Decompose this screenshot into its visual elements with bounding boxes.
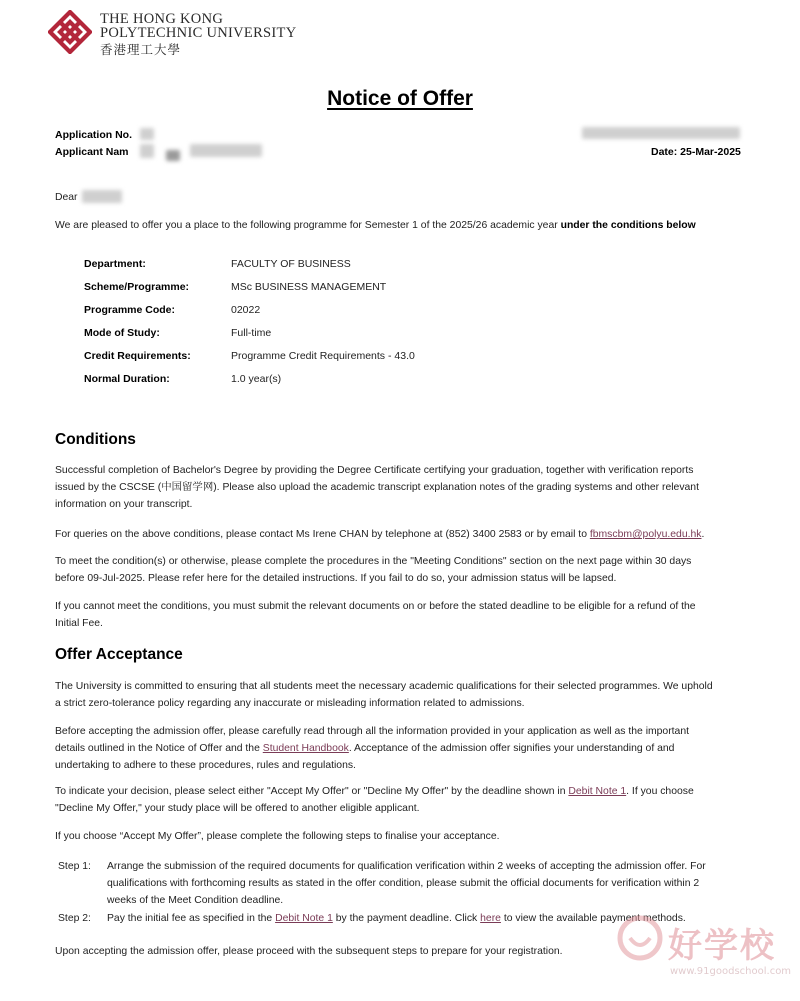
university-name-line2: POLYTECHNIC UNIVERSITY (100, 25, 297, 41)
conditions-paragraph-2: For queries on the above conditions, please contact Ms Irene CHAN by telephone at (852) 3400 2583 or by email to fbmscbm@polyu.edu.hk. (55, 529, 705, 540)
applicant-name-label: Applicant Nam (55, 146, 129, 158)
student-handbook-link[interactable]: Student Handbook (262, 743, 349, 754)
step-1-text: Arrange the submission of the required documents for qualification verification within 2 weeks of accepting the admission offer. For qualifications with forthcoming results as stated in the offer condition, please submit the official documents for verification within 2 weeks of the Meet Condition deadline. (107, 861, 706, 906)
programme-row: Department: FACULTY OF BUSINESS (84, 258, 351, 270)
university-name-line1: THE HONG KONG (100, 11, 224, 27)
conditions-paragraph-1: Successful completion of Bachelor's Degree by providing the Degree Certificate certifying your graduation, together with verification reports issued by the CSCSE (中国留学网). Please also upload the academic transcript explanation notes of the grading systems and other relevant information on your transcript. (55, 465, 699, 510)
intro-paragraph: We are pleased to offer you a place to the following programme for Semester 1 of the 2025/26 academic year under the conditions below (55, 220, 696, 231)
payment-methods-link[interactable]: here (480, 913, 501, 924)
programme-details (84, 258, 724, 396)
redacted-name-2 (166, 150, 180, 161)
intro-bold: under the conditions below (560, 220, 696, 231)
debit-note-1-link[interactable]: Debit Note 1 (275, 913, 333, 924)
polyu-logo-icon (48, 10, 92, 54)
greeting: Dear (55, 192, 78, 203)
watermark-url: www.91goodschool.com (670, 966, 792, 977)
step-2-text: Pay the initial fee as specified in the Debit Note 1 by the payment deadline. Click here to view the available payment methods. (107, 913, 686, 924)
acceptance-paragraph-3: To indicate your decision, please select either "Accept My Offer" or "Decline My Offer" by the deadline shown in Debit Note 1. If you choose "Decline My Offer," your study place will be offered to another eligible applicant. (55, 786, 694, 814)
watermark-brand: 好学校 (668, 926, 776, 966)
offer-acceptance-heading: Offer Acceptance (55, 646, 183, 663)
conditions-paragraph-4: If you cannot meet the conditions, you must submit the relevant documents on or before the stated deadline to be eligible for a refund of the Initial Fee. (55, 601, 696, 629)
redacted-reference (582, 127, 740, 139)
step-1-label: Step 1: (58, 861, 91, 872)
application-no-label: Application No. (55, 129, 132, 141)
redacted-application-no (140, 128, 154, 140)
acceptance-paragraph-1: The University is committed to ensuring that all students meet the necessary academic qualifications for their selected programmes. We uphold a strict zero-tolerance policy regarding any inaccurate or misleading information related to admissions. (55, 681, 713, 709)
debit-note-1-link[interactable]: Debit Note 1 (568, 786, 627, 797)
acceptance-paragraph-4: If you choose “Accept My Offer”, please complete the following steps to finalise your acceptance. (55, 831, 500, 842)
conditions-paragraph-3: To meet the condition(s) or otherwise, please complete the procedures in the "Meeting Conditions" section on the next page within 30 days before 09-Jul-2025. Please refer here for the detailed instructions. If you fail to do so, your admission status will be lapsed. (55, 556, 692, 584)
programme-row: Programme Code: 02022 (84, 304, 261, 316)
programme-row: Normal Duration: 1.0 year(s) (84, 373, 282, 385)
watermark (612, 906, 790, 990)
redacted-greeting-name (82, 190, 122, 203)
contact-email-link[interactable]: fbmscbm@polyu.edu.hk (589, 529, 702, 540)
acceptance-paragraph-5: Upon accepting the admission offer, please proceed with the subsequent steps to prepare for your registration. (55, 946, 563, 957)
redacted-name-1 (140, 144, 154, 158)
programme-row: Mode of Study: Full-time (84, 327, 272, 339)
date-label: Date: 25-Mar-2025 (651, 146, 741, 158)
conditions-heading: Conditions (55, 431, 136, 448)
university-name-chinese: 香港理工大學 (100, 42, 182, 57)
step-2-label: Step 2: (58, 913, 91, 924)
page-title: Notice of Offer (327, 87, 473, 110)
programme-row: Scheme/Programme: MSc BUSINESS MANAGEMENT (84, 281, 387, 293)
redacted-name-3 (190, 144, 262, 157)
acceptance-paragraph-2: Before accepting the admission offer, please carefully read through all the information provided in your application as well as the important details outlined in the Notice of Offer and the Student Handbook. Acceptance of the admission offer signifies your understanding of and undertaking to adhere to these procedures, rules and regulations. (55, 726, 690, 771)
programme-row: Credit Requirements: Programme Credit Requirements - 43.0 (84, 350, 415, 362)
